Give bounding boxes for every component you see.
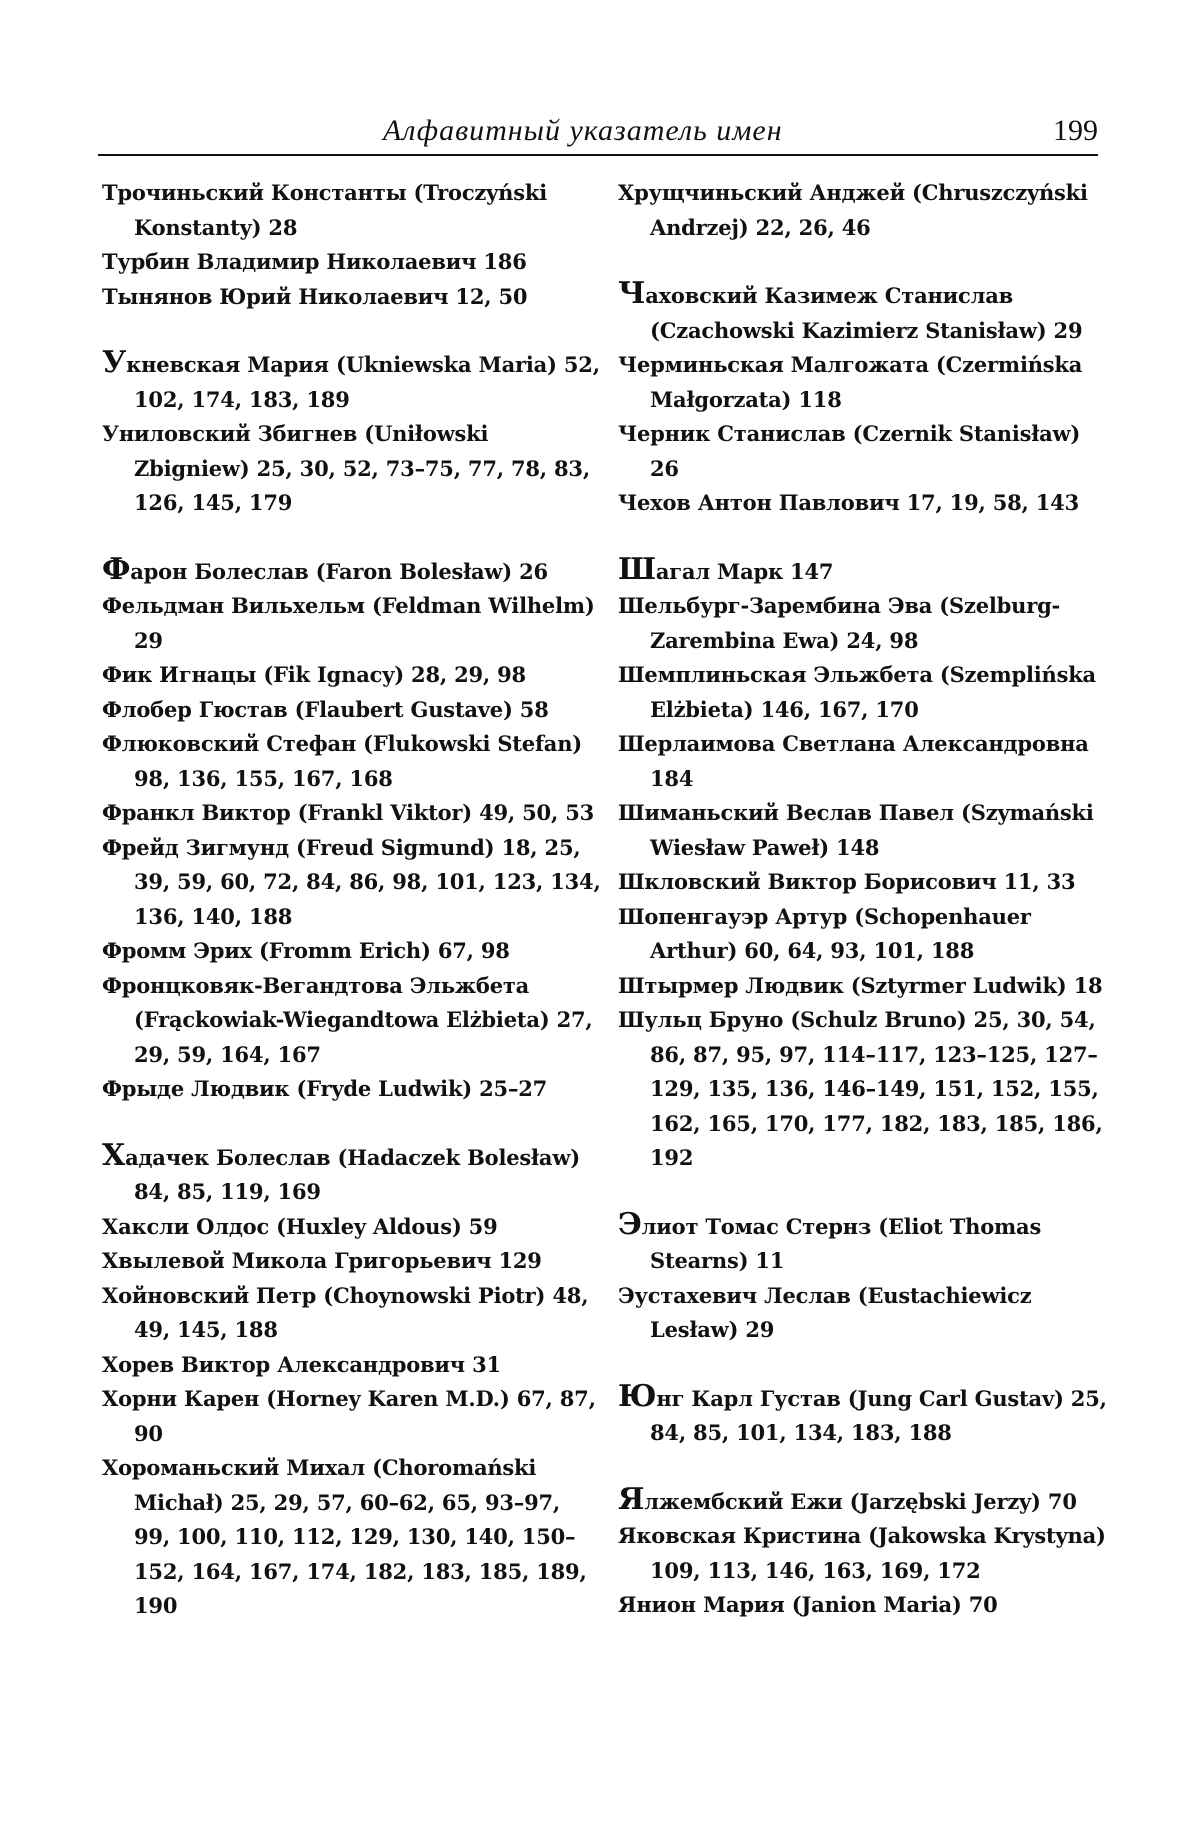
entry-initial: Ю: [618, 1378, 657, 1414]
index-entry: Фрейд Зигмунд (Freud Sigmund) 18, 25, 39, 59, 60, 72, 84, 86, 98, 101, 123, 134, 136, 140, 188: [102, 834, 601, 929]
index-entry: Хрущчиньский Анджей (Chruszczyński Andrzej) 22, 26, 46: [618, 180, 1088, 240]
index-entry: Турбин Владимир Николаевич 186: [102, 249, 527, 274]
index-entry: Флюковский Стефан (Flukowski Stefan) 98, 136, 155, 167, 168: [102, 731, 583, 791]
index-entry: Хороманьский Михал (Choromański Michał) 25, 29, 57, 60–62, 65, 93–97, 99, 100, 110, 112, 129, 130, 140, 150–152, 164, 167, 174, 182, 183, 185, 189, 190: [102, 1455, 587, 1618]
index-entry: Хаксли Олдос (Huxley Aldous) 59: [102, 1213, 498, 1239]
index-entry: Черник Станислав (Czernik Stanisław) 26: [618, 421, 1081, 481]
index-entry: Франкл Виктор (Frankl Viktor) 49, 50, 53: [102, 800, 595, 825]
index-entry: Фромм Эрих (Fromm Erich) 67, 98: [102, 938, 510, 963]
index-entry: Штырмер Людвик (Sztyrmer Ludwik) 18: [618, 972, 1103, 998]
index-entry: Трочиньский Константы (Troczyński Konstanty) 28: [102, 180, 547, 240]
index-entry: Фрыде Людвик (Fryde Ludwik) 25–27: [102, 1076, 548, 1101]
index-entry: Шульц Бруно (Schulz Bruno) 25, 30, 54, 86, 87, 95, 97, 114–117, 123–125, 127–129, 135, 136, 146–149, 151, 152, 155, 162, 165, 170, 177, 182, 183, 185, 186, 192: [618, 1007, 1103, 1170]
index-entry: Хадачек Болеслав (Hadaczek Bolesław) 84, 85, 119, 169: [102, 1137, 580, 1204]
index-entry: Шерлаимова Светлана Александровна 184: [618, 731, 1089, 791]
index-entry: Фронцковяк-Вегандтова Эльжбета (Frąckowiak-Wiegandtowa Elżbieta) 27, 29, 59, 164, 167: [102, 972, 593, 1067]
index-entry: Хвылевой Микола Григорьевич 129: [102, 1248, 542, 1273]
index-entry: Флобер Гюстав (Flaubert Gustave) 58: [102, 696, 549, 722]
entry-initial: Ф: [102, 551, 131, 587]
index-entry: Чехов Антон Павлович 17, 19, 58, 143: [618, 490, 1080, 515]
page-number: 199: [1053, 114, 1098, 147]
running-header: [98, 108, 1098, 154]
index-entry: Укневская Мария (Ukniewska Maria) 52, 102, 174, 183, 189: [102, 345, 600, 412]
entry-initial: Ч: [618, 276, 646, 311]
right-column: [618, 176, 1108, 1623]
index-entry: Ялжембский Ежи (Jarzębski Jerzy) 70: [618, 1481, 1077, 1517]
index-entry: Элиот Томас Стернз (Eliot Thomas Stearns) 11: [618, 1206, 1042, 1273]
index-entry: Шопенгауэр Артур (Schopenhauer Arthur) 60, 64, 93, 101, 188: [618, 903, 1031, 963]
entry-initial: Э: [618, 1206, 642, 1242]
index-entry: Шагал Марк 147: [618, 551, 834, 587]
index-entry: Хойновский Петр (Choynowski Piotr) 48, 49, 145, 188: [102, 1282, 589, 1342]
index-entry: Униловский Збигнев (Uniłowski Zbigniew) 25, 30, 52, 73–75, 77, 78, 83, 126, 145, 179: [102, 421, 590, 515]
index-entry: Эустахевич Леслав (Eustachiewicz Lesław) 29: [618, 1282, 1032, 1342]
index-entry: Шельбург-Зарембина Эва (Szelburg-Zarembina Ewa) 24, 98: [618, 593, 1061, 653]
index-entry: Яковская Кристина (Jakowska Krystyna) 109, 113, 146, 163, 169, 172: [618, 1523, 1106, 1583]
entry-initial: Я: [618, 1481, 645, 1517]
index-entry: Фельдман Вильхельм (Feldman Wilhelm) 29: [102, 593, 595, 653]
header-rule: [98, 154, 1098, 156]
entry-initial: Х: [102, 1137, 126, 1173]
index-entry: Чаховский Казимеж Станислав (Czachowski Kazimierz Stanisław) 29: [618, 276, 1083, 343]
index-entry: Тынянов Юрий Николаевич 12, 50: [102, 283, 528, 309]
entry-initial: У: [102, 345, 127, 380]
left-column: [102, 176, 602, 1624]
index-entry: Шиманьский Веслав Павел (Szymański Wiesław Paweł) 148: [618, 800, 1094, 860]
entry-initial: Ш: [618, 551, 656, 587]
index-entry: Фарон Болеслав (Faron Bolesław) 26: [102, 551, 548, 587]
index-entry: Хорев Виктор Александрович 31: [102, 1351, 501, 1377]
index-entry: Фик Игнацы (Fik Ignacy) 28, 29, 98: [102, 662, 526, 687]
index-entry: Юнг Карл Густав (Jung Carl Gustav) 25, 84, 85, 101, 134, 183, 188: [618, 1378, 1107, 1445]
index-entry: Шкловский Виктор Борисович 11, 33: [618, 869, 1076, 894]
index-entry: Черминьская Малгожата (Czermińska Małgorzata) 118: [618, 352, 1083, 412]
index-entry: Янион Мария (Janion Maria) 70: [618, 1592, 998, 1617]
running-title: Алфавитный указатель имен: [383, 114, 783, 147]
index-entry: Шемплиньская Эльжбета (Szemplińska Elżbieta) 146, 167, 170: [618, 662, 1096, 722]
index-entry: Хорни Карен (Horney Karen M.D.) 67, 87, 90: [102, 1386, 596, 1446]
